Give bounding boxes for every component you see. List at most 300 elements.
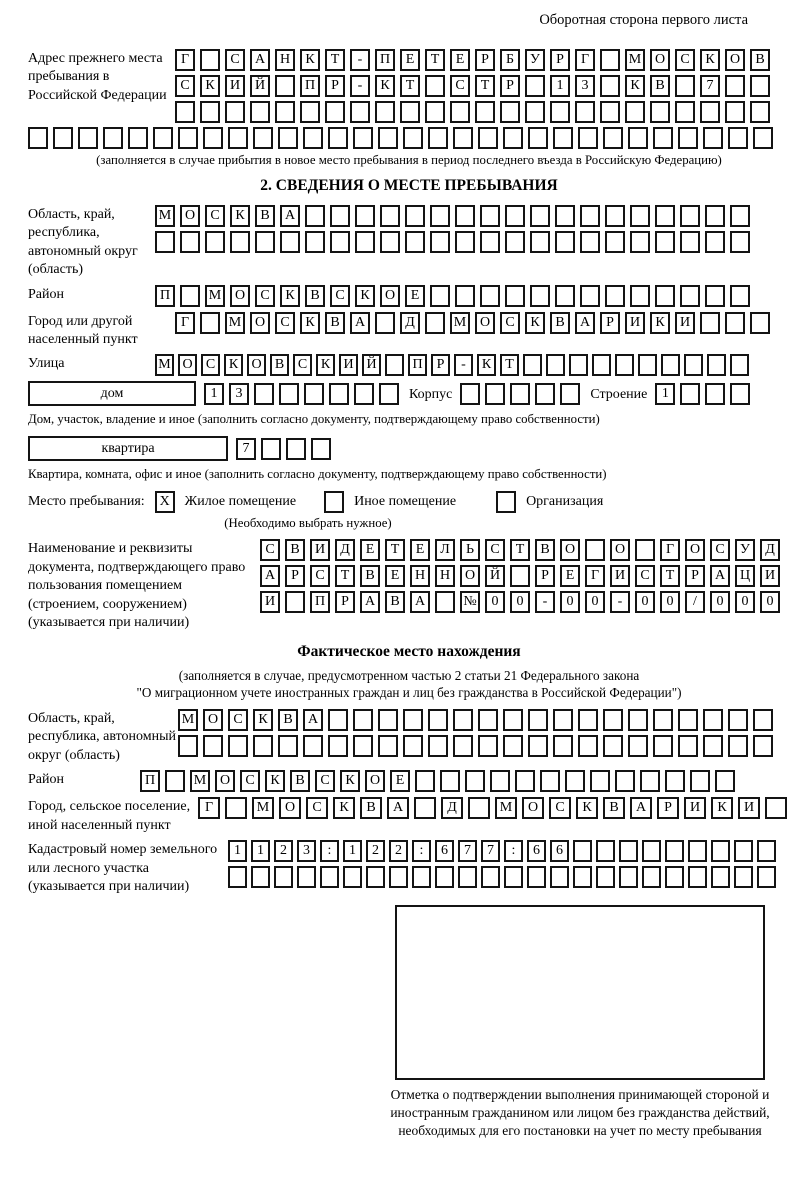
empty-cell[interactable]: [450, 101, 470, 123]
empty-cell[interactable]: [478, 127, 498, 149]
empty-cell[interactable]: [435, 866, 454, 888]
empty-cell[interactable]: [254, 383, 274, 405]
char-cell[interactable]: 0: [485, 591, 505, 613]
char-cell[interactable]: Р: [431, 354, 450, 376]
char-cell[interactable]: Т: [325, 49, 345, 71]
char-cell[interactable]: И: [625, 312, 645, 334]
char-cell[interactable]: С: [240, 770, 260, 792]
char-cell[interactable]: Е: [450, 49, 470, 71]
empty-cell[interactable]: [28, 127, 48, 149]
char-cell[interactable]: 0: [735, 591, 755, 613]
char-cell[interactable]: -: [350, 49, 370, 71]
char-cell[interactable]: 2: [366, 840, 385, 862]
char-cell[interactable]: К: [525, 312, 545, 334]
empty-cell[interactable]: [619, 866, 638, 888]
empty-cell[interactable]: [485, 383, 505, 405]
empty-cell[interactable]: [753, 735, 773, 757]
char-cell[interactable]: Р: [285, 565, 305, 587]
char-cell[interactable]: С: [485, 539, 505, 561]
char-cell[interactable]: Р: [600, 312, 620, 334]
empty-cell[interactable]: [510, 565, 530, 587]
char-cell[interactable]: -: [610, 591, 630, 613]
char-cell[interactable]: 1: [228, 840, 247, 862]
empty-cell[interactable]: [251, 866, 270, 888]
empty-cell[interactable]: [711, 866, 730, 888]
char-cell[interactable]: В: [270, 354, 289, 376]
char-cell[interactable]: 0: [585, 591, 605, 613]
empty-cell[interactable]: [580, 205, 600, 227]
char-cell[interactable]: И: [225, 75, 245, 97]
char-cell[interactable]: И: [675, 312, 695, 334]
empty-cell[interactable]: [261, 438, 281, 460]
empty-cell[interactable]: [757, 866, 776, 888]
char-cell[interactable]: А: [575, 312, 595, 334]
empty-cell[interactable]: [750, 312, 770, 334]
empty-cell[interactable]: [428, 709, 448, 731]
empty-cell[interactable]: [596, 840, 615, 862]
char-cell[interactable]: В: [650, 75, 670, 97]
empty-cell[interactable]: [750, 101, 770, 123]
empty-cell[interactable]: [353, 735, 373, 757]
empty-cell[interactable]: [300, 101, 320, 123]
char-cell[interactable]: Г: [660, 539, 680, 561]
empty-cell[interactable]: [455, 231, 475, 253]
empty-cell[interactable]: [592, 354, 611, 376]
empty-cell[interactable]: [590, 770, 610, 792]
empty-cell[interactable]: [653, 127, 673, 149]
empty-cell[interactable]: [711, 840, 730, 862]
empty-cell[interactable]: [650, 101, 670, 123]
char-cell[interactable]: Й: [250, 75, 270, 97]
char-cell[interactable]: Е: [390, 770, 410, 792]
empty-cell[interactable]: [480, 231, 500, 253]
empty-cell[interactable]: [379, 383, 399, 405]
empty-cell[interactable]: [155, 231, 175, 253]
empty-cell[interactable]: [311, 438, 331, 460]
empty-cell[interactable]: [625, 101, 645, 123]
char-cell[interactable]: О: [460, 565, 480, 587]
char-cell[interactable]: И: [310, 539, 330, 561]
char-cell[interactable]: Р: [685, 565, 705, 587]
empty-cell[interactable]: [615, 770, 635, 792]
empty-cell[interactable]: [628, 127, 648, 149]
empty-cell[interactable]: [278, 735, 298, 757]
char-cell[interactable]: Т: [385, 539, 405, 561]
empty-cell[interactable]: [680, 285, 700, 307]
empty-cell[interactable]: [503, 709, 523, 731]
empty-cell[interactable]: [353, 709, 373, 731]
empty-cell[interactable]: [573, 866, 592, 888]
empty-cell[interactable]: [530, 231, 550, 253]
char-cell[interactable]: С: [175, 75, 195, 97]
empty-cell[interactable]: [555, 285, 575, 307]
char-cell[interactable]: Р: [325, 75, 345, 97]
char-cell[interactable]: В: [360, 797, 382, 819]
char-cell[interactable]: О: [685, 539, 705, 561]
empty-cell[interactable]: [705, 205, 725, 227]
empty-cell[interactable]: [375, 101, 395, 123]
char-cell[interactable]: В: [535, 539, 555, 561]
empty-cell[interactable]: [375, 312, 395, 334]
char-cell[interactable]: П: [408, 354, 427, 376]
empty-cell[interactable]: [728, 735, 748, 757]
char-cell[interactable]: П: [300, 75, 320, 97]
char-cell[interactable]: Т: [660, 565, 680, 587]
empty-cell[interactable]: [578, 127, 598, 149]
empty-cell[interactable]: [228, 735, 248, 757]
char-cell[interactable]: С: [710, 539, 730, 561]
empty-cell[interactable]: [765, 797, 787, 819]
char-cell[interactable]: И: [684, 797, 706, 819]
char-cell[interactable]: Н: [410, 565, 430, 587]
empty-cell[interactable]: [378, 735, 398, 757]
empty-cell[interactable]: [734, 840, 753, 862]
empty-cell[interactable]: [578, 709, 598, 731]
empty-cell[interactable]: [540, 770, 560, 792]
empty-cell[interactable]: [700, 312, 720, 334]
char-cell[interactable]: А: [360, 591, 380, 613]
empty-cell[interactable]: [285, 591, 305, 613]
char-cell[interactable]: К: [700, 49, 720, 71]
empty-cell[interactable]: [430, 231, 450, 253]
char-cell[interactable]: М: [205, 285, 225, 307]
empty-cell[interactable]: [425, 312, 445, 334]
char-cell[interactable]: 7: [481, 840, 500, 862]
empty-cell[interactable]: [329, 383, 349, 405]
empty-cell[interactable]: [460, 383, 480, 405]
empty-cell[interactable]: [655, 205, 675, 227]
checkbox-organizatsiya[interactable]: [496, 491, 516, 513]
empty-cell[interactable]: [415, 770, 435, 792]
empty-cell[interactable]: [350, 101, 370, 123]
empty-cell[interactable]: [528, 127, 548, 149]
empty-cell[interactable]: [380, 205, 400, 227]
empty-cell[interactable]: [603, 127, 623, 149]
empty-cell[interactable]: [703, 127, 723, 149]
empty-cell[interactable]: [380, 231, 400, 253]
empty-cell[interactable]: [510, 383, 530, 405]
empty-cell[interactable]: [453, 709, 473, 731]
char-cell[interactable]: М: [625, 49, 645, 71]
char-cell[interactable]: В: [285, 539, 305, 561]
char-cell[interactable]: А: [387, 797, 409, 819]
empty-cell[interactable]: [279, 383, 299, 405]
empty-cell[interactable]: [305, 231, 325, 253]
char-cell[interactable]: К: [711, 797, 733, 819]
char-cell[interactable]: М: [155, 354, 174, 376]
empty-cell[interactable]: [675, 75, 695, 97]
empty-cell[interactable]: [603, 735, 623, 757]
empty-cell[interactable]: [455, 285, 475, 307]
char-cell[interactable]: 3: [229, 383, 249, 405]
char-cell[interactable]: Е: [400, 49, 420, 71]
char-cell[interactable]: Т: [500, 354, 519, 376]
char-cell[interactable]: С: [675, 49, 695, 71]
char-cell[interactable]: В: [603, 797, 625, 819]
char-cell[interactable]: К: [224, 354, 243, 376]
empty-cell[interactable]: [103, 127, 123, 149]
char-cell[interactable]: Р: [657, 797, 679, 819]
empty-cell[interactable]: [180, 231, 200, 253]
char-cell[interactable]: В: [255, 205, 275, 227]
empty-cell[interactable]: [528, 709, 548, 731]
char-cell[interactable]: 7: [236, 438, 256, 460]
empty-cell[interactable]: [230, 231, 250, 253]
empty-cell[interactable]: [389, 866, 408, 888]
empty-cell[interactable]: [703, 709, 723, 731]
empty-cell[interactable]: [530, 205, 550, 227]
empty-cell[interactable]: [690, 770, 710, 792]
empty-cell[interactable]: [385, 354, 404, 376]
char-cell[interactable]: Р: [500, 75, 520, 97]
empty-cell[interactable]: [730, 383, 750, 405]
char-cell[interactable]: 6: [435, 840, 454, 862]
char-cell[interactable]: М: [450, 312, 470, 334]
char-cell[interactable]: В: [290, 770, 310, 792]
empty-cell[interactable]: [355, 231, 375, 253]
empty-cell[interactable]: [578, 735, 598, 757]
empty-cell[interactable]: [330, 231, 350, 253]
empty-cell[interactable]: [678, 735, 698, 757]
char-cell[interactable]: Г: [175, 49, 195, 71]
checkbox-zhiloe-pomeshchenie[interactable]: X: [155, 491, 175, 513]
char-cell[interactable]: 1: [343, 840, 362, 862]
empty-cell[interactable]: [412, 866, 431, 888]
char-cell[interactable]: Р: [475, 49, 495, 71]
empty-cell[interactable]: [304, 383, 324, 405]
char-cell[interactable]: №: [460, 591, 480, 613]
empty-cell[interactable]: [619, 840, 638, 862]
empty-cell[interactable]: [458, 866, 477, 888]
char-cell[interactable]: 6: [527, 840, 546, 862]
char-cell[interactable]: А: [710, 565, 730, 587]
empty-cell[interactable]: [665, 840, 684, 862]
empty-cell[interactable]: [200, 312, 220, 334]
empty-cell[interactable]: [478, 735, 498, 757]
empty-cell[interactable]: [730, 231, 750, 253]
empty-cell[interactable]: [757, 840, 776, 862]
char-cell[interactable]: С: [205, 205, 225, 227]
empty-cell[interactable]: [430, 285, 450, 307]
char-cell[interactable]: О: [522, 797, 544, 819]
empty-cell[interactable]: [200, 101, 220, 123]
empty-cell[interactable]: [528, 735, 548, 757]
empty-cell[interactable]: [400, 101, 420, 123]
empty-cell[interactable]: [78, 127, 98, 149]
empty-cell[interactable]: [330, 205, 350, 227]
empty-cell[interactable]: [642, 866, 661, 888]
char-cell[interactable]: И: [738, 797, 760, 819]
char-cell[interactable]: А: [630, 797, 652, 819]
empty-cell[interactable]: [503, 127, 523, 149]
empty-cell[interactable]: [378, 709, 398, 731]
char-cell[interactable]: Л: [435, 539, 455, 561]
char-cell[interactable]: Б: [500, 49, 520, 71]
char-cell[interactable]: Г: [575, 49, 595, 71]
empty-cell[interactable]: [655, 231, 675, 253]
char-cell[interactable]: Й: [485, 565, 505, 587]
empty-cell[interactable]: [700, 101, 720, 123]
char-cell[interactable]: Г: [175, 312, 195, 334]
char-cell[interactable]: Д: [335, 539, 355, 561]
char-cell[interactable]: Е: [410, 539, 430, 561]
empty-cell[interactable]: [250, 101, 270, 123]
char-cell[interactable]: О: [215, 770, 235, 792]
char-cell[interactable]: -: [350, 75, 370, 97]
char-cell[interactable]: В: [385, 591, 405, 613]
empty-cell[interactable]: [297, 866, 316, 888]
empty-cell[interactable]: [354, 383, 374, 405]
empty-cell[interactable]: [725, 75, 745, 97]
empty-cell[interactable]: [580, 231, 600, 253]
char-cell[interactable]: С: [635, 565, 655, 587]
char-cell[interactable]: 0: [660, 591, 680, 613]
empty-cell[interactable]: [653, 709, 673, 731]
char-cell[interactable]: В: [325, 312, 345, 334]
empty-cell[interactable]: [678, 127, 698, 149]
char-cell[interactable]: В: [360, 565, 380, 587]
char-cell[interactable]: О: [365, 770, 385, 792]
empty-cell[interactable]: [630, 231, 650, 253]
char-cell[interactable]: С: [228, 709, 248, 731]
empty-cell[interactable]: [425, 101, 445, 123]
empty-cell[interactable]: [275, 101, 295, 123]
char-cell[interactable]: С: [225, 49, 245, 71]
empty-cell[interactable]: [684, 354, 703, 376]
char-cell[interactable]: 7: [700, 75, 720, 97]
empty-cell[interactable]: [628, 709, 648, 731]
char-cell[interactable]: :: [504, 840, 523, 862]
char-cell[interactable]: С: [293, 354, 312, 376]
char-cell[interactable]: 7: [458, 840, 477, 862]
empty-cell[interactable]: [703, 735, 723, 757]
char-cell[interactable]: Д: [760, 539, 780, 561]
char-cell[interactable]: В: [550, 312, 570, 334]
char-cell[interactable]: С: [549, 797, 571, 819]
empty-cell[interactable]: [555, 231, 575, 253]
char-cell[interactable]: П: [140, 770, 160, 792]
empty-cell[interactable]: [705, 231, 725, 253]
empty-cell[interactable]: [480, 285, 500, 307]
empty-cell[interactable]: [600, 101, 620, 123]
empty-cell[interactable]: [550, 101, 570, 123]
char-cell[interactable]: 3: [297, 840, 316, 862]
char-cell[interactable]: :: [320, 840, 339, 862]
char-cell[interactable]: Т: [425, 49, 445, 71]
empty-cell[interactable]: [730, 205, 750, 227]
char-cell[interactable]: О: [650, 49, 670, 71]
char-cell[interactable]: Д: [400, 312, 420, 334]
empty-cell[interactable]: [630, 285, 650, 307]
char-cell[interactable]: И: [339, 354, 358, 376]
char-cell[interactable]: К: [625, 75, 645, 97]
empty-cell[interactable]: [642, 840, 661, 862]
char-cell[interactable]: 3: [575, 75, 595, 97]
char-cell[interactable]: Т: [335, 565, 355, 587]
char-cell[interactable]: О: [230, 285, 250, 307]
empty-cell[interactable]: [715, 770, 735, 792]
char-cell[interactable]: -: [535, 591, 555, 613]
empty-cell[interactable]: [505, 285, 525, 307]
char-cell[interactable]: К: [265, 770, 285, 792]
empty-cell[interactable]: [425, 75, 445, 97]
char-cell[interactable]: М: [155, 205, 175, 227]
empty-cell[interactable]: [569, 354, 588, 376]
empty-cell[interactable]: [286, 438, 306, 460]
empty-cell[interactable]: [600, 49, 620, 71]
empty-cell[interactable]: [305, 205, 325, 227]
char-cell[interactable]: О: [560, 539, 580, 561]
empty-cell[interactable]: [675, 101, 695, 123]
empty-cell[interactable]: [440, 770, 460, 792]
char-cell[interactable]: К: [300, 49, 320, 71]
empty-cell[interactable]: [203, 127, 223, 149]
char-cell[interactable]: И: [760, 565, 780, 587]
empty-cell[interactable]: [405, 231, 425, 253]
empty-cell[interactable]: [165, 770, 185, 792]
char-cell[interactable]: К: [333, 797, 355, 819]
empty-cell[interactable]: [435, 591, 455, 613]
char-cell[interactable]: Т: [400, 75, 420, 97]
empty-cell[interactable]: [553, 709, 573, 731]
empty-cell[interactable]: [680, 231, 700, 253]
empty-cell[interactable]: [490, 770, 510, 792]
char-cell[interactable]: В: [750, 49, 770, 71]
char-cell[interactable]: 2: [389, 840, 408, 862]
empty-cell[interactable]: [403, 735, 423, 757]
empty-cell[interactable]: [530, 285, 550, 307]
char-cell[interactable]: К: [230, 205, 250, 227]
char-cell[interactable]: Р: [535, 565, 555, 587]
empty-cell[interactable]: [678, 709, 698, 731]
empty-cell[interactable]: [343, 866, 362, 888]
char-cell[interactable]: Е: [360, 539, 380, 561]
empty-cell[interactable]: [705, 285, 725, 307]
empty-cell[interactable]: [655, 285, 675, 307]
empty-cell[interactable]: [253, 735, 273, 757]
empty-cell[interactable]: [428, 735, 448, 757]
empty-cell[interactable]: [730, 354, 749, 376]
char-cell[interactable]: К: [650, 312, 670, 334]
empty-cell[interactable]: [478, 709, 498, 731]
empty-cell[interactable]: [355, 205, 375, 227]
empty-cell[interactable]: [523, 354, 542, 376]
char-cell[interactable]: 6: [550, 840, 569, 862]
empty-cell[interactable]: [403, 127, 423, 149]
empty-cell[interactable]: [515, 770, 535, 792]
empty-cell[interactable]: [505, 205, 525, 227]
char-cell[interactable]: М: [225, 312, 245, 334]
empty-cell[interactable]: [175, 101, 195, 123]
char-cell[interactable]: О: [203, 709, 223, 731]
empty-cell[interactable]: [275, 75, 295, 97]
empty-cell[interactable]: [205, 231, 225, 253]
empty-cell[interactable]: [661, 354, 680, 376]
char-cell[interactable]: П: [375, 49, 395, 71]
char-cell[interactable]: Е: [385, 565, 405, 587]
empty-cell[interactable]: [638, 354, 657, 376]
char-cell[interactable]: К: [253, 709, 273, 731]
empty-cell[interactable]: [503, 735, 523, 757]
char-cell[interactable]: О: [610, 539, 630, 561]
char-cell[interactable]: Е: [405, 285, 425, 307]
empty-cell[interactable]: [525, 101, 545, 123]
char-cell[interactable]: С: [500, 312, 520, 334]
empty-cell[interactable]: [630, 205, 650, 227]
empty-cell[interactable]: [128, 127, 148, 149]
empty-cell[interactable]: [504, 866, 523, 888]
empty-cell[interactable]: [328, 709, 348, 731]
